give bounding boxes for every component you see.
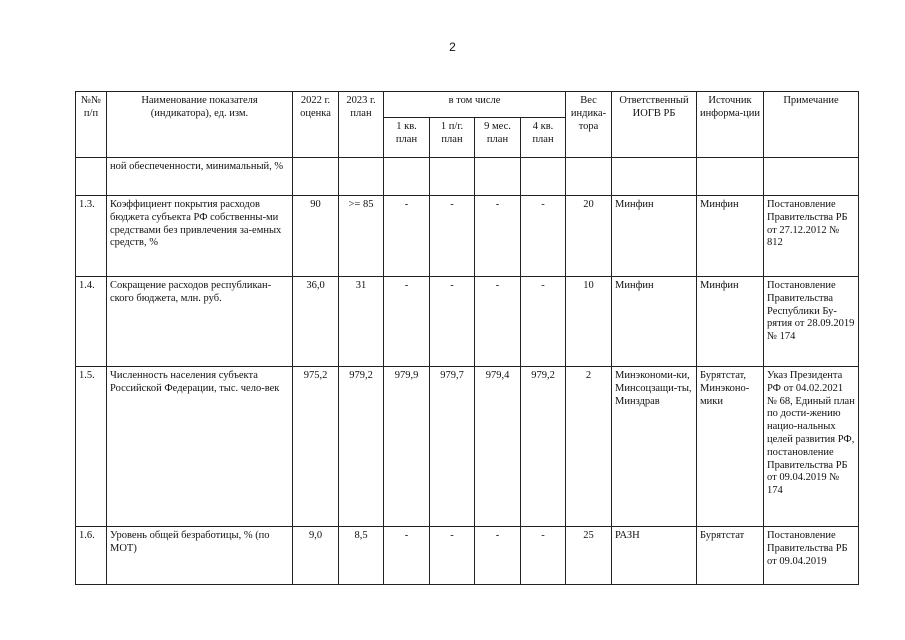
cell-source: Минфин (697, 277, 764, 367)
cell-name: Сокращение расходов республикан-ского бюджета, млн. руб. (107, 277, 293, 367)
table-row (76, 527, 859, 585)
header-9m: 9 мес. план (475, 118, 521, 158)
cell-9m (475, 158, 521, 196)
cell-2022 (293, 158, 339, 196)
cell-note: Постановление Правительства РБ от 09.04.2019 (764, 527, 859, 585)
header-including: в том числе (384, 92, 566, 118)
cell-9m: - (475, 277, 521, 367)
cell-q4: - (521, 527, 566, 585)
cell-responsible: Минфин (612, 277, 697, 367)
cell-2023: 8,5 (339, 527, 384, 585)
cell-source: Бурятстат (697, 527, 764, 585)
cell-num: 1.4. (76, 277, 107, 367)
page-number: 2 (449, 40, 456, 54)
cell-weight: 20 (566, 196, 612, 277)
cell-9m: - (475, 196, 521, 277)
cell-q1: - (384, 196, 430, 277)
cell-responsible: Минэкономи-ки, Минсоцзащи-ты, Минздрав (612, 367, 697, 527)
cell-note: Постановление Правительства Республики Бу-рятия от 28.09.2019 № 174 (764, 277, 859, 367)
cell-q1 (384, 158, 430, 196)
cell-2023 (339, 158, 384, 196)
cell-num (76, 158, 107, 196)
cell-q1: - (384, 527, 430, 585)
cell-q4: - (521, 277, 566, 367)
cell-weight (566, 158, 612, 196)
table-row (76, 277, 859, 367)
cell-note (764, 158, 859, 196)
cell-name: Уровень общей безработицы, % (по МОТ) (107, 527, 293, 585)
cell-h1 (430, 158, 475, 196)
cell-weight: 10 (566, 277, 612, 367)
header-note: Примечание (764, 92, 859, 158)
cell-2023: >= 85 (339, 196, 384, 277)
header-2022: 2022 г. оценка (293, 92, 339, 158)
cell-2022: 90 (293, 196, 339, 277)
header-q4: 4 кв. план (521, 118, 566, 158)
header-h1: 1 п/г. план (430, 118, 475, 158)
table-row (76, 367, 859, 527)
header-2023: 2023 г. план (339, 92, 384, 158)
cell-2023: 31 (339, 277, 384, 367)
cell-q1: - (384, 277, 430, 367)
cell-2022: 9,0 (293, 527, 339, 585)
header-responsible: Ответственный ИОГВ РБ (612, 92, 697, 158)
cell-num: 1.6. (76, 527, 107, 585)
cell-q4: 979,2 (521, 367, 566, 527)
cell-9m: - (475, 527, 521, 585)
cell-weight: 25 (566, 527, 612, 585)
cell-note: Постановление Правительства РБ от 27.12.2012 № 812 (764, 196, 859, 277)
cell-q4 (521, 158, 566, 196)
header-num: №№ п/п (76, 92, 107, 158)
cell-responsible: Минфин (612, 196, 697, 277)
cell-2022: 36,0 (293, 277, 339, 367)
cell-source (697, 158, 764, 196)
cell-h1: - (430, 527, 475, 585)
header-source: Источник информа-ции (697, 92, 764, 158)
table-row (76, 158, 859, 196)
cell-name: Коэффициент покрытия расходов бюджета субъекта РФ собственны-ми средствами без привлечения за-емных средств, % (107, 196, 293, 277)
cell-h1: - (430, 196, 475, 277)
cell-num: 1.3. (76, 196, 107, 277)
cell-h1: - (430, 277, 475, 367)
cell-responsible: РАЗН (612, 527, 697, 585)
cell-num: 1.5. (76, 367, 107, 527)
cell-responsible (612, 158, 697, 196)
indicators-table (75, 91, 859, 585)
header-q1: 1 кв. план (384, 118, 430, 158)
cell-q1: 979,9 (384, 367, 430, 527)
cell-weight: 2 (566, 367, 612, 527)
cell-source: Минфин (697, 196, 764, 277)
cell-q4: - (521, 196, 566, 277)
header-name: Наименование показателя (индикатора), ед. изм. (107, 92, 293, 158)
header-weight: Вес индика-тора (566, 92, 612, 158)
cell-source: Бурятстат, Минэконо-мики (697, 367, 764, 527)
cell-2023: 979,2 (339, 367, 384, 527)
cell-note: Указ Президента РФ от 04.02.2021 № 68, Единый план по дости-жению нацио-нальных целей развития РФ, постановление Правительства РБ от 09.04.2019 № 174 (764, 367, 859, 527)
cell-name: ной обеспеченности, минимальный, % (107, 158, 293, 196)
cell-h1: 979,7 (430, 367, 475, 527)
cell-9m: 979,4 (475, 367, 521, 527)
table-row (76, 196, 859, 277)
cell-name: Численность населения субъекта Российской Федерации, тыс. чело-век (107, 367, 293, 527)
cell-2022: 975,2 (293, 367, 339, 527)
